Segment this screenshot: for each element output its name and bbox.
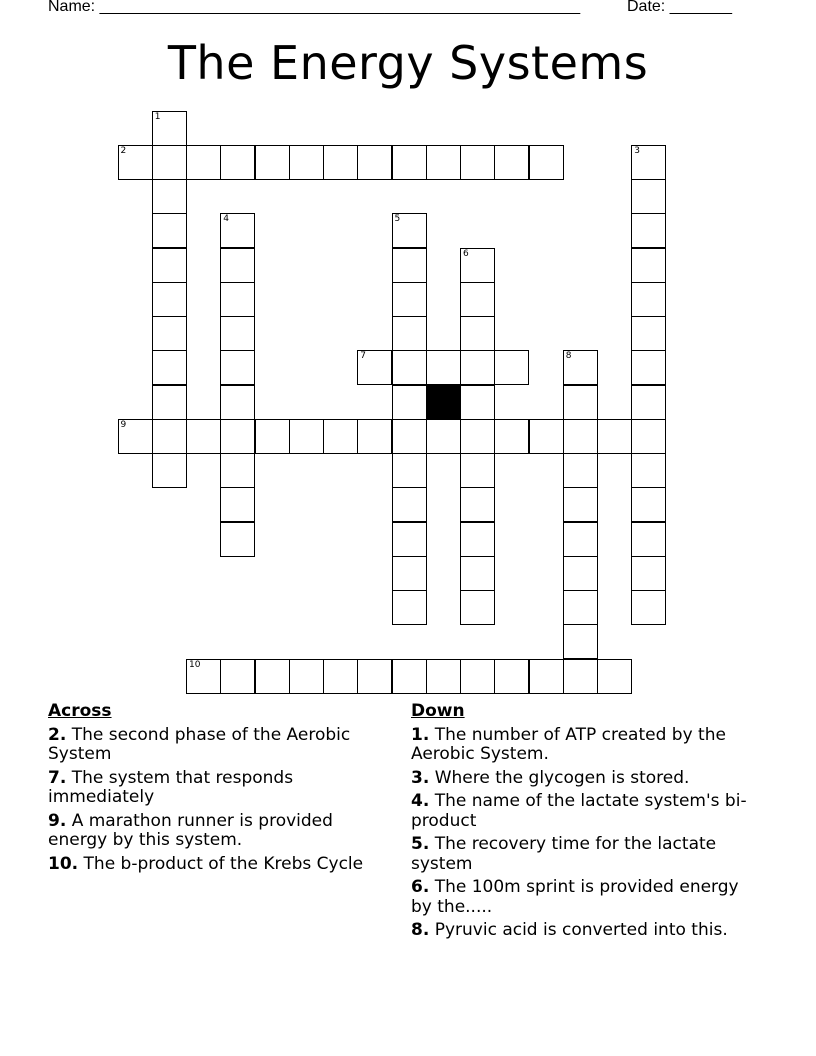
crossword-cell[interactable] [563, 350, 598, 385]
crossword-cell[interactable] [426, 419, 461, 454]
crossword-cell[interactable] [152, 385, 187, 420]
crossword-cell[interactable] [323, 659, 358, 694]
crossword-cell[interactable] [152, 316, 187, 351]
date-field-label: Date: _______ [627, 0, 732, 15]
crossword-cell[interactable] [494, 145, 529, 180]
clue-number-label: 4 [223, 214, 229, 225]
across-clue-2 [48, 726, 388, 765]
crossword-cell[interactable] [220, 316, 255, 351]
down-clue-4 [411, 792, 756, 831]
crossword-cell[interactable] [460, 248, 495, 283]
crossword-cell[interactable] [392, 453, 427, 488]
crossword-cell[interactable] [426, 350, 461, 385]
across-clue-7 [48, 769, 388, 808]
clue-text: The second phase of the Aerobic System [48, 724, 351, 764]
clue-number-label: 7 [360, 351, 366, 362]
crossword-cell[interactable] [494, 659, 529, 694]
clue-number: 7. [48, 767, 67, 788]
crossword-cell[interactable] [118, 419, 153, 454]
down-clues [411, 702, 756, 945]
crossword-cell[interactable] [563, 453, 598, 488]
crossword-cell[interactable] [631, 282, 666, 317]
crossword-block-cell [426, 385, 461, 420]
crossword-cell[interactable] [631, 419, 666, 454]
page-title: The Energy Systems [167, 36, 649, 90]
crossword-cell[interactable] [357, 419, 392, 454]
clue-text: The b-product of the Krebs Cycle [83, 853, 364, 874]
across-heading: Across [48, 701, 112, 721]
crossword-cell[interactable] [426, 145, 461, 180]
crossword-cell[interactable] [255, 145, 290, 180]
crossword-cell[interactable] [323, 145, 358, 180]
down-clue-8 [411, 921, 756, 941]
crossword-cell[interactable] [426, 659, 461, 694]
clue-number-label: 9 [120, 419, 127, 430]
across-clues [48, 702, 388, 878]
down-clue-1 [411, 726, 756, 765]
down-clue-3 [411, 769, 756, 789]
crossword-cell[interactable] [631, 145, 666, 180]
crossword-cell[interactable] [460, 282, 495, 317]
crossword-cell[interactable] [597, 419, 632, 454]
crossword-cell[interactable] [289, 659, 324, 694]
crossword-cell[interactable] [220, 487, 255, 522]
crossword-cell[interactable] [460, 145, 495, 180]
crossword-cell[interactable] [289, 145, 324, 180]
clue-number-label: 6 [463, 248, 469, 259]
crossword-cell[interactable] [152, 453, 187, 488]
clue-text: A marathon runner is provided energy by this system. [48, 810, 333, 850]
crossword-cell[interactable] [186, 659, 221, 694]
crossword-cell[interactable] [460, 453, 495, 488]
crossword-cell[interactable] [460, 487, 495, 522]
clue-text: The recovery time for the lactate system [411, 834, 717, 874]
clue-number: 1. [411, 724, 430, 745]
crossword-cell[interactable] [631, 179, 666, 214]
clue-number-label: 5 [394, 214, 401, 225]
clue-number: 5. [411, 834, 430, 854]
crossword-cell[interactable] [563, 590, 598, 625]
crossword-cell[interactable] [357, 350, 392, 385]
across-clue-9 [48, 812, 388, 851]
clue-number: 4. [411, 791, 430, 811]
crossword-cell[interactable] [152, 350, 187, 385]
crossword-cell[interactable] [186, 145, 221, 180]
clue-number-label: 2 [120, 145, 127, 156]
crossword-cell[interactable] [392, 248, 427, 283]
crossword-cell[interactable] [118, 145, 153, 180]
crossword-cell[interactable] [631, 590, 666, 625]
crossword-cell[interactable] [563, 487, 598, 522]
crossword-cell[interactable] [220, 248, 255, 283]
crossword-cell[interactable] [460, 556, 495, 591]
crossword-cell[interactable] [529, 419, 564, 454]
name-field-label: Name: ______________________________________________________ [48, 0, 581, 15]
crossword-cell[interactable] [631, 453, 666, 488]
crossword-cell[interactable] [631, 487, 666, 522]
crossword-cell[interactable] [392, 316, 427, 351]
crossword-cell[interactable] [289, 419, 324, 454]
crossword-cell[interactable] [220, 419, 255, 454]
clue-number: 2. [48, 724, 67, 745]
crossword-cell[interactable] [323, 419, 358, 454]
crossword-cell[interactable] [494, 350, 529, 385]
crossword-cell[interactable] [392, 282, 427, 317]
crossword-cell[interactable] [392, 145, 427, 180]
crossword-cell[interactable] [460, 659, 495, 694]
down-clue-5 [411, 835, 756, 874]
crossword-cell[interactable] [152, 213, 187, 248]
crossword-cell[interactable] [529, 145, 564, 180]
crossword-cell[interactable] [631, 350, 666, 385]
down-clue-6 [411, 878, 756, 917]
clue-number-label: 1 [154, 111, 161, 122]
clue-text: Pyruvic acid is converted into this. [434, 920, 728, 940]
crossword-cell[interactable] [563, 522, 598, 557]
crossword-cell[interactable] [460, 522, 495, 557]
clue-text: The name of the lactate system's bi-product [411, 791, 747, 831]
down-heading: Down [411, 701, 465, 721]
clue-number-label: 8 [565, 351, 572, 362]
crossword-cell[interactable] [357, 145, 392, 180]
crossword-cell[interactable] [152, 248, 187, 283]
crossword-cell[interactable] [392, 350, 427, 385]
crossword-cell[interactable] [392, 556, 427, 591]
crossword-cell[interactable] [460, 316, 495, 351]
crossword-cell[interactable] [460, 350, 495, 385]
across-clue-10 [48, 855, 388, 875]
crossword-cell[interactable] [631, 385, 666, 420]
crossword-cell[interactable] [631, 248, 666, 283]
crossword-cell[interactable] [392, 385, 427, 420]
crossword-cell[interactable] [186, 419, 221, 454]
crossword-cell[interactable] [255, 419, 290, 454]
clue-number: 9. [48, 810, 67, 831]
clue-number: 6. [411, 877, 430, 897]
crossword-cell[interactable] [460, 385, 495, 420]
crossword-cell[interactable] [220, 522, 255, 557]
crossword-cell[interactable] [392, 659, 427, 694]
crossword-cell[interactable] [563, 419, 598, 454]
crossword-cell[interactable] [529, 659, 564, 694]
clue-text: The number of ATP created by the Aerobic System. [411, 724, 726, 764]
crossword-cell[interactable] [220, 282, 255, 317]
crossword-cell[interactable] [563, 624, 598, 659]
crossword-cell[interactable] [152, 111, 187, 146]
crossword-cell[interactable] [563, 556, 598, 591]
clue-number-label: 10 [189, 659, 201, 670]
crossword-cell[interactable] [460, 590, 495, 625]
crossword-cell[interactable] [392, 590, 427, 625]
clue-number: 8. [411, 920, 430, 940]
crossword-cell[interactable] [255, 659, 290, 694]
clue-text: The 100m sprint is provided energy by the..... [411, 877, 739, 917]
crossword-cell[interactable] [392, 419, 427, 454]
crossword-cell[interactable] [220, 385, 255, 420]
crossword-cell[interactable] [392, 487, 427, 522]
clue-number-label: 3 [634, 145, 640, 156]
crossword-cell[interactable] [152, 419, 187, 454]
crossword-cell[interactable] [631, 522, 666, 557]
crossword-cell[interactable] [563, 659, 598, 694]
clue-number: 3. [411, 767, 430, 788]
crossword-cell[interactable] [460, 419, 495, 454]
crossword-cell[interactable] [220, 213, 255, 248]
clue-text: Where the glycogen is stored. [434, 767, 690, 788]
crossword-cell[interactable] [631, 556, 666, 591]
crossword-cell[interactable] [152, 179, 187, 214]
crossword-cell[interactable] [152, 145, 187, 180]
clue-text: The system that responds immediately [48, 767, 294, 807]
crossword-cell[interactable] [494, 419, 529, 454]
crossword-cell[interactable] [392, 213, 427, 248]
crossword-cell[interactable] [563, 385, 598, 420]
crossword-cell[interactable] [631, 316, 666, 351]
crossword-cell[interactable] [392, 522, 427, 557]
crossword-cell[interactable] [220, 350, 255, 385]
crossword-cell[interactable] [152, 282, 187, 317]
clue-number: 10. [48, 853, 79, 874]
crossword-cell[interactable] [357, 659, 392, 694]
crossword-cell[interactable] [220, 145, 255, 180]
crossword-cell[interactable] [597, 659, 632, 694]
crossword-cell[interactable] [220, 453, 255, 488]
crossword-cell[interactable] [631, 213, 666, 248]
crossword-cell[interactable] [220, 659, 255, 694]
